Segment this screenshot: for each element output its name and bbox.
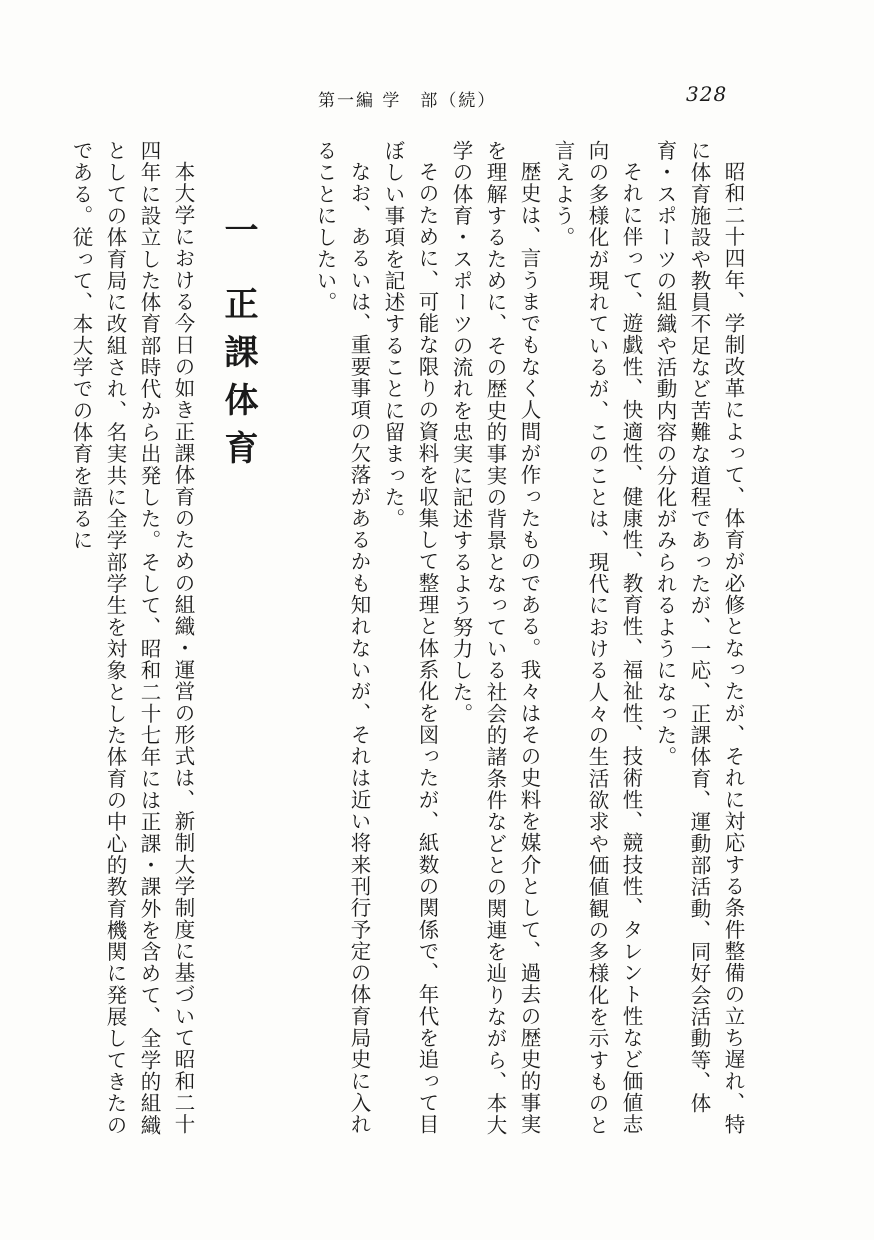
paragraph-upper-2: それに伴って、遊戯性、快適性、健康性、教育性、福祉性、技術性、競技性、タレント性など価値志向の多様化が現れているが、このことは、現代における人々の生活欲求や価値観の多様化を示すものと言えよう。 [551,140,643,1136]
paragraph-lower-1: 本大学における今日の如き正課体育のための組織・運営の形式は、新制大学制度に基づいて昭和二十四年に設立した体育部時代から出発した。そして、昭和二十七年には正課・課外を含めて、全学的組織としての体育局に改組され、名実共に全学部学生を対象とした体育の中心的教育機関に発展してきたのである。従って、本大学での体育を語るに [69,140,195,1136]
upper-text-block [300,140,750,1140]
paragraph-upper-1: 昭和二十四年、学制改革によって、体育が必修となったが、それに対応する条件整備の立ち遅れ、特に体育施設や教員不足など苦難な道程であったが、一応、正課体育、運動部活動、同好会活動等、体育・スポーツの組織や活動内容の分化がみられるようになった。 [653,140,745,1135]
running-header: 第一編 学 部（続） [318,91,497,111]
paragraph-upper-4: そのために、可能な限りの資料を収集して整理と体系化を図ったが、紙数の関係で、年代を追って目ぼしい事項を記述することに留まった。 [381,140,439,1135]
paragraph-upper-3: 歴史は、言うまでもなく人間が作ったものである。我々はその史料を媒介として、過去の歴史的事実を理解するために、その歴史的事実の背景となっている社会的諸条件などとの関連を辿りながら、本大学の体育・スポーツの流れを忠実に記述するよう努力した。 [449,140,541,1136]
section-heading: 一 正課体育 [218,212,258,478]
lower-text-block [69,140,200,1140]
page-number: 328 [686,82,728,106]
paragraph-upper-5: なお、あるいは、重要事項の欠落があるかも知れないが、それは近い将来刊行予定の体育局史に入れることにしたい。 [313,140,371,1135]
